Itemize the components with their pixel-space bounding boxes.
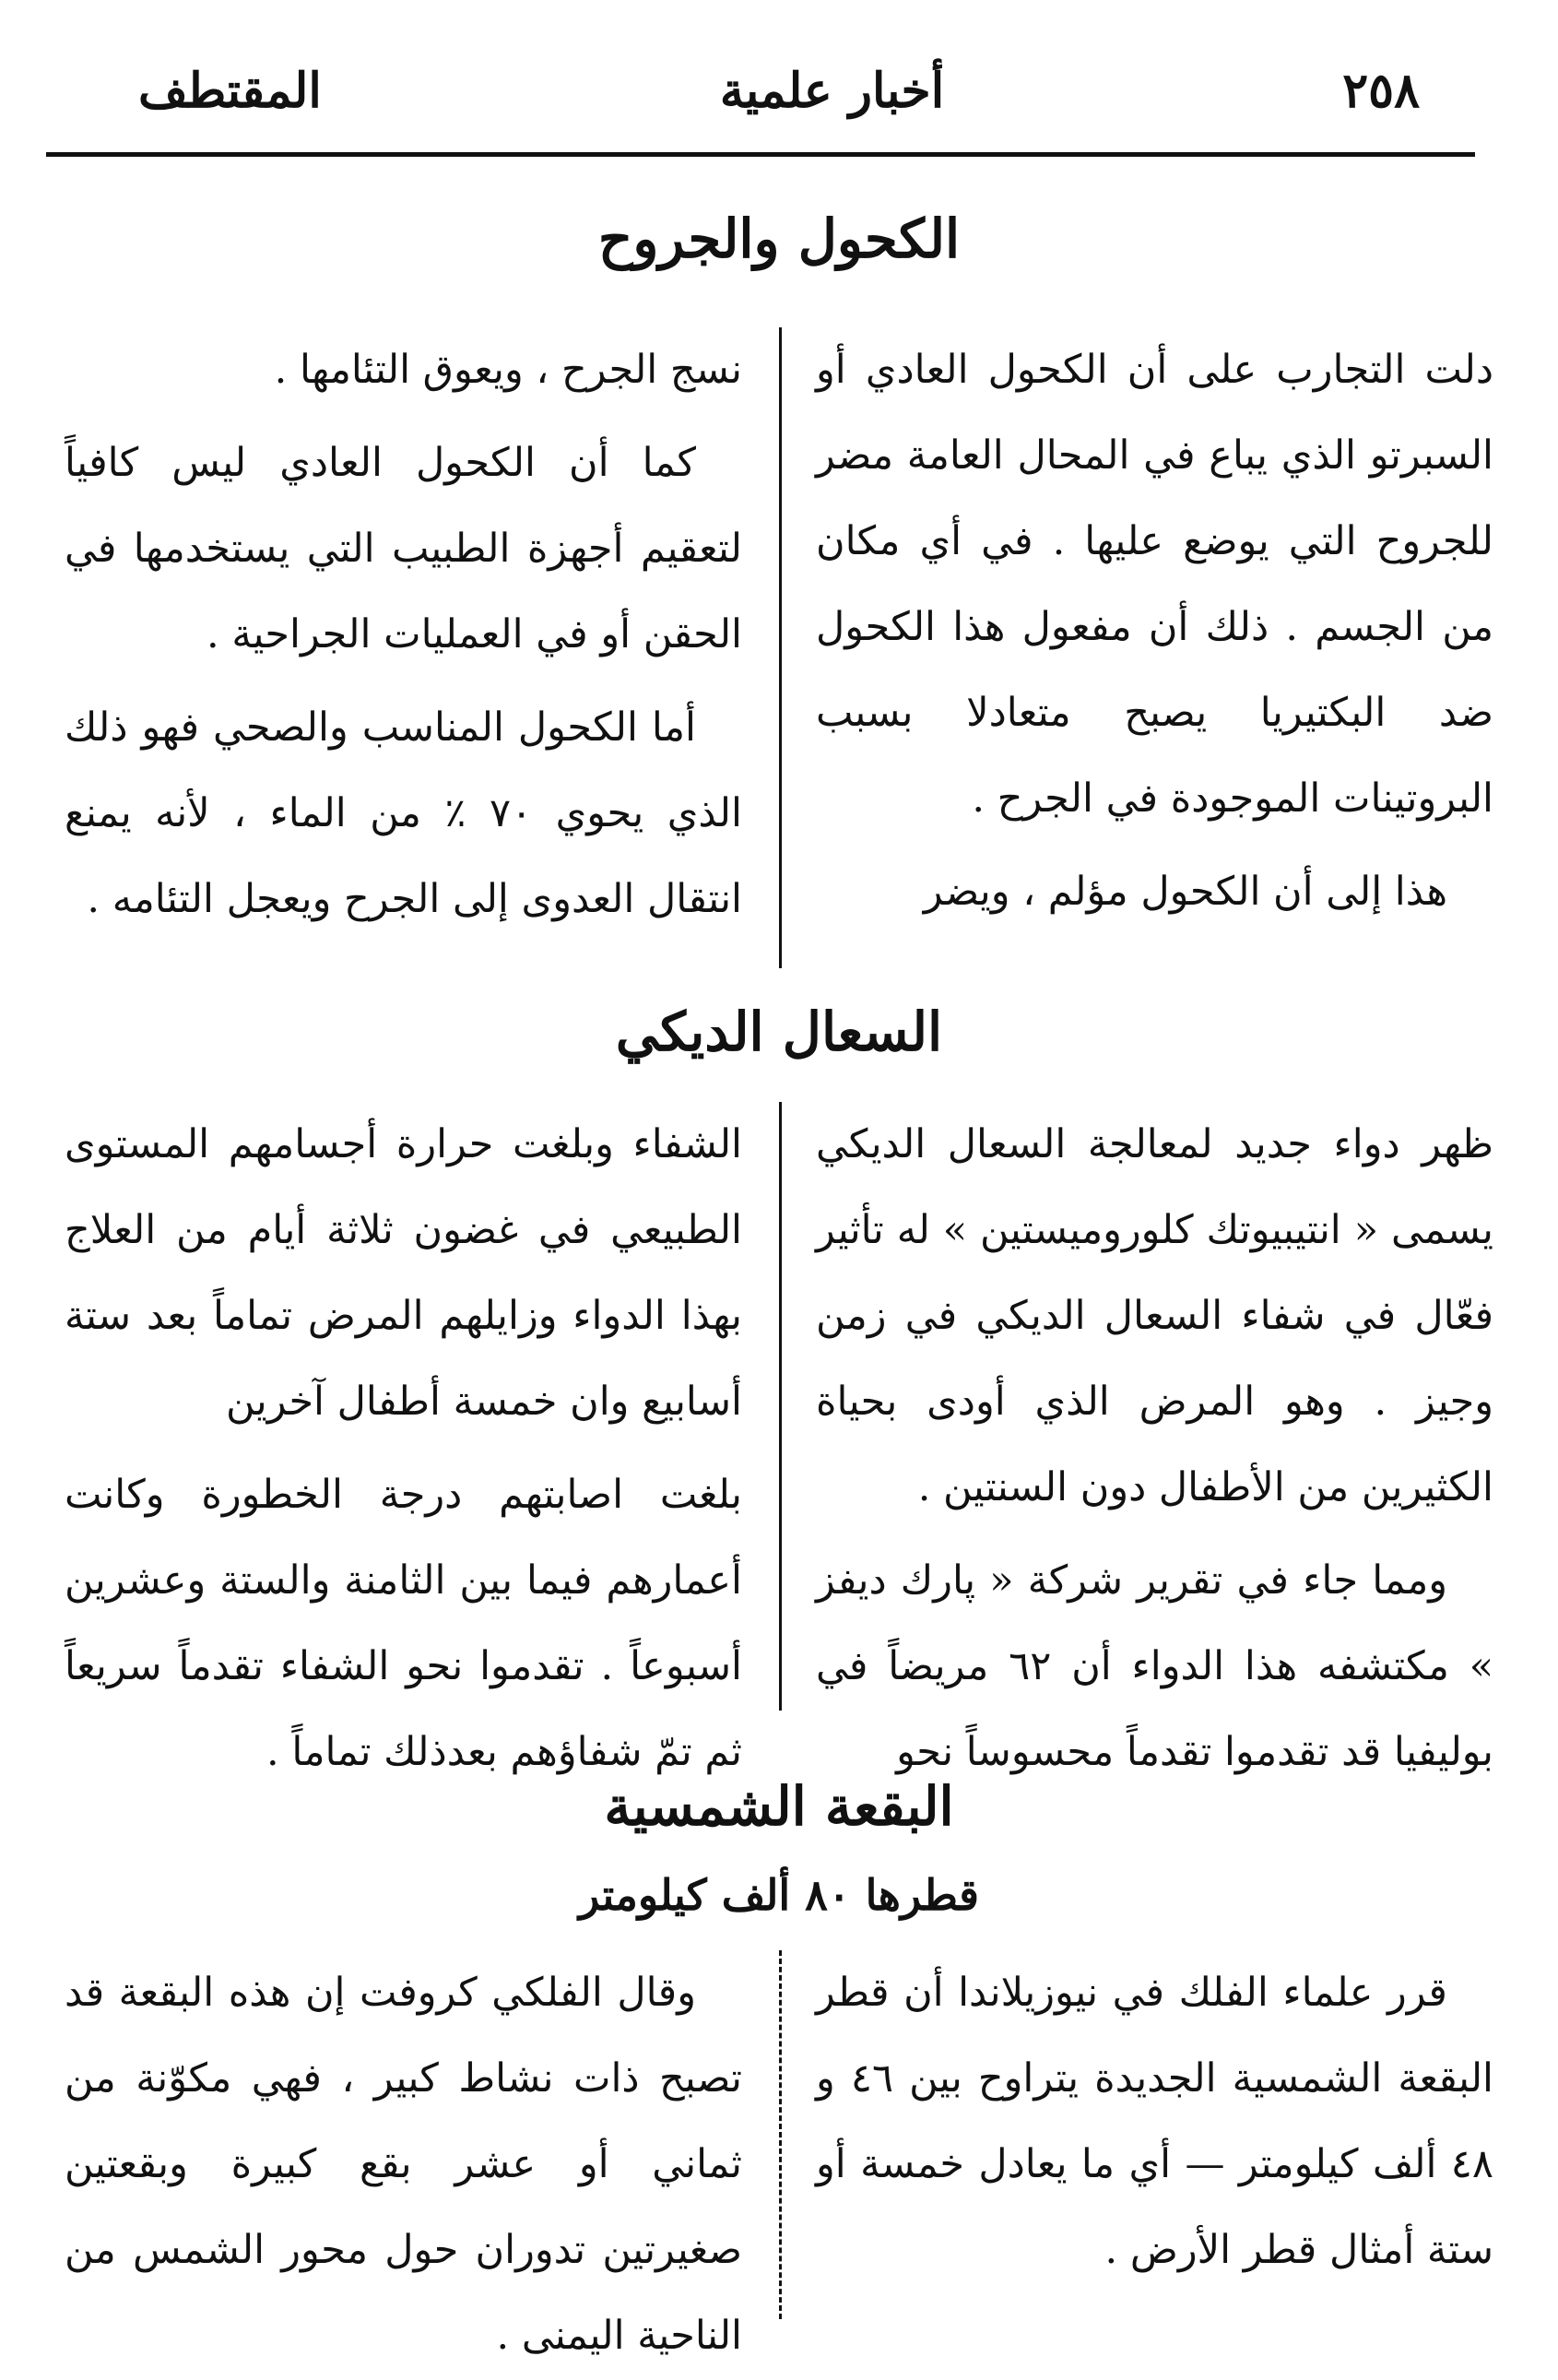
- paragraph: قرر علماء الفلك في نيوزيلاندا أن قطر البقعة الشمسية الجديدة يتراوح بين ٤٦ و ٤٨ ألف كيلومتر — أي ما يعادل خمسة أو ستة أمثال قطر الأرض .: [816, 1970, 1493, 2273]
- left-column: [65, 327, 779, 942]
- section-sunspot-body: [65, 1950, 1493, 2379]
- paragraph: هذا إلى أن الكحول مؤلم ، ويضر: [923, 869, 1447, 915]
- running-header: [138, 53, 1420, 127]
- paragraph: أما الكحول المناسب والصحي فهو ذلك الذي يحوي ٧٠ ٪ من الماء ، لأنه يمنع انتقال العدوى إلى الجرح ويعجل التئامه .: [65, 705, 742, 922]
- section-title-sunspot: البقعة الشمسية: [604, 1775, 954, 1838]
- section-title-alcohol: الكحول والجروح: [597, 207, 961, 270]
- paragraph: ومما جاء في تقرير شركة « پارك ديفز » مكتشفه هذا الدواء أن ٦٢ مريضاً في بوليفيا قد تقدموا تقدماً محسوساً نحو: [816, 1557, 1493, 1775]
- paragraph: وقال الفلكي كروفت إن هذه البقعة قد تصبح ذات نشاط كبير ، فهي مكوّنة من ثماني أو عشر بقع كبيرة وبقعتين صغيرتين تدوران حول محور الشمس من الناحية اليمنى .: [65, 1970, 742, 2359]
- journal-name: المقتطف: [138, 62, 322, 119]
- section-subtitle-sunspot: قطرها ٨٠ ألف كيلومتر: [579, 1870, 979, 1920]
- column-divider: [779, 1102, 782, 1711]
- paragraph: ظهر دواء جديد لمعالجة السعال الديكي يسمى « انتيبيوتك كلوروميستين » له تأثير فعّال في شفاء السعال الديكي في زمن وجيز . وهو المرض الذي أودى بحياة الكثيرين من الأطفال دون السنتين .: [816, 1121, 1493, 1510]
- header-rule: [46, 152, 1475, 157]
- right-column: [779, 1950, 1493, 2379]
- paragraph: بلغت اصابتهم درجة الخطورة وكانت أعمارهم فيما بين الثامنة والستة وعشرين أسبوعاً . تقدموا نحو الشفاء تقدماً سريعاً ثم تمّ شفاؤهم بعدذلك تماماً .: [65, 1472, 742, 1775]
- paragraph: الشفاء وبلغت حرارة أجسامهم المستوى الطبيعي في غضون ثلاثة أيام من العلاج بهذا الدواء وزايلهم المرض تماماً بعد ستة أسابيع وان خمسة أطفال آخرين: [65, 1121, 742, 1425]
- page-number: ٢٥٨: [1342, 62, 1420, 119]
- right-column: [779, 327, 1493, 942]
- section-header: أخبار علمية: [719, 62, 945, 119]
- column-divider: [779, 1950, 782, 2319]
- left-column: [65, 1950, 779, 2379]
- left-column: [65, 1102, 779, 1795]
- paragraph: كما أن الكحول العادي ليس كافياً لتعقيم أجهزة الطبيب التي يستخدمها في الحقن أو في العمليات الجراحية .: [65, 440, 742, 657]
- section-whooping-cough-body: [65, 1102, 1493, 1795]
- section-title-whooping-cough: السعال الديكي: [615, 1001, 943, 1063]
- section-alcohol-body: [65, 327, 1493, 942]
- paragraph: دلت التجارب على أن الكحول العادي أو السبرتو الذي يباع في المحال العامة مضر للجروح التي يوضع عليها . في أي مكان من الجسم . ذلك أن مفعول هذا الكحول ضد البكتيريا يصبح متعادلا بسبب البروتينات الموجودة في الجرح .: [816, 347, 1493, 822]
- right-column: [779, 1102, 1493, 1795]
- column-divider: [779, 327, 782, 968]
- paragraph: نسج الجرح ، ويعوق التئامها .: [274, 347, 742, 393]
